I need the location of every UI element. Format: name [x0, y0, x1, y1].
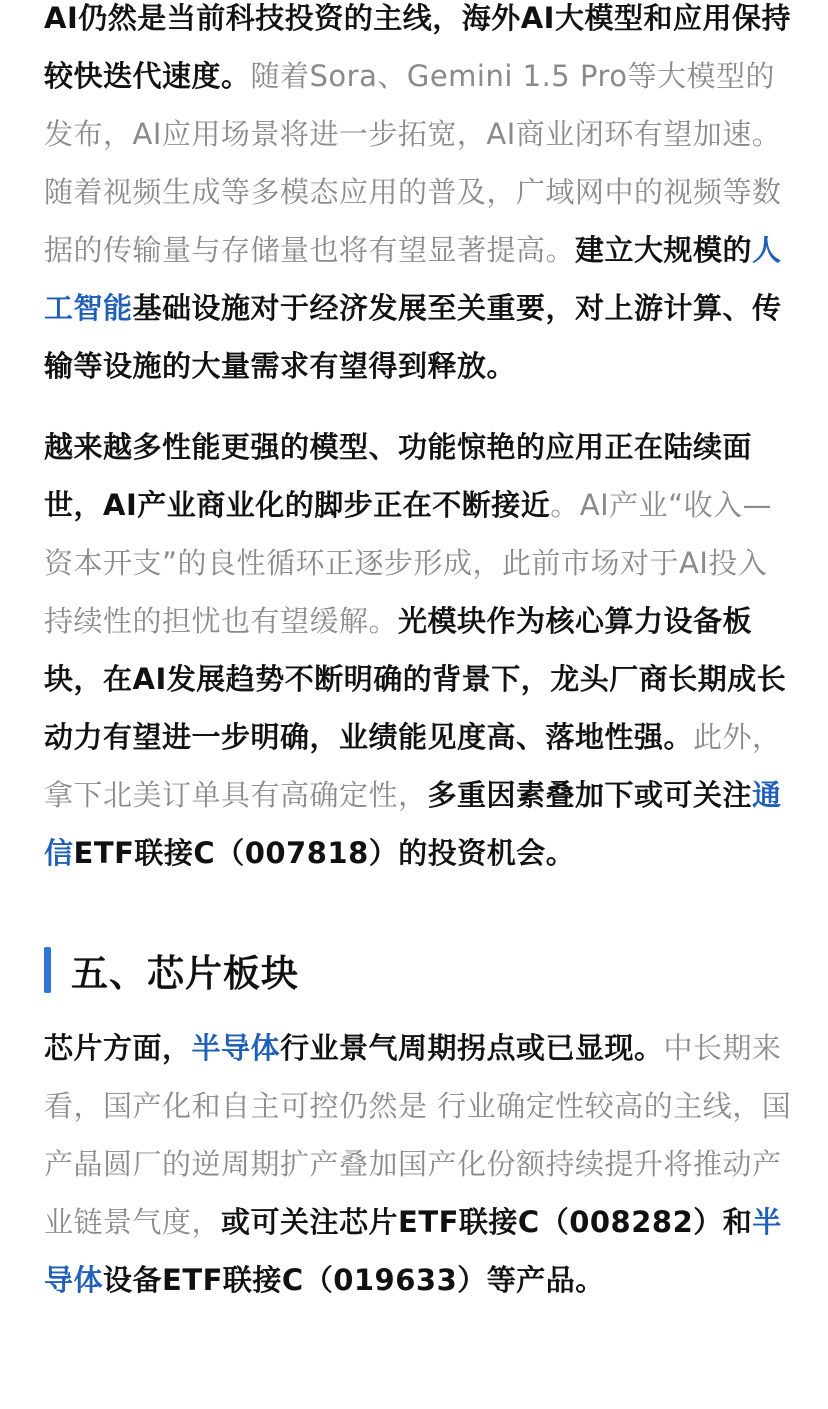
bold-text: 的投资机会。 — [398, 836, 576, 870]
bold-text: 或可关注芯片ETF联接C（008282）和 — [221, 1205, 753, 1239]
muted-text: 随着Sora、Gemini 1.5 Pro等大模型的发布，AI应用场景将进一步拓宽，AI商业闭环有望加速。随着视频生成等多模态应用的普及，广域网中的视频等数据的传输量与存储量也将有望显著提高。 — [44, 59, 782, 267]
fund-name: ETF联接C（007818） — [73, 836, 399, 870]
bold-text: 越来越多性能更强的模型、功能惊艳的应用正在陆续面世，AI产业商业化的脚步正在不断接近 — [44, 430, 753, 522]
bold-text: 建立大规模的 — [575, 233, 753, 267]
paragraph-optical-module — [44, 418, 794, 882]
section-heading-chips — [44, 940, 299, 1000]
bold-text: 基础设施对于经济发展至关重要，对上游计算、传输等设施的大量需求有望得到释放。 — [44, 291, 782, 383]
bold-text: 芯片方面， — [44, 1031, 192, 1065]
muted-text: 中长期来看，国产化和自主可控仍然是 行业确定性较高的主线，国产晶圆厂的逆周期扩产叠加国产化份额持续提升将推动产业链景气度， — [44, 1031, 792, 1239]
bold-text: 多重因素叠加下或可关注 — [427, 778, 753, 812]
next-paragraph-cutoff — [44, 1386, 824, 1409]
paragraph-ai-mainline — [44, 0, 794, 395]
link-telecom[interactable]: 通信 — [44, 778, 782, 870]
link-ai[interactable]: 人工智能 — [44, 233, 782, 325]
bold-text: 光模块作为核心算力设备板块，在AI发展趋势不断明确的背景下，龙头厂商长期成长动力有望进一步明确，业绩能见度高、落地性强。 — [44, 604, 787, 754]
heading-accent-bar — [44, 947, 51, 993]
bold-text: AI仍然是当前科技投资的主线，海外AI大模型和应用保持较快迭代速度。 — [44, 1, 791, 93]
paragraph-chips — [44, 1019, 794, 1309]
muted-text: 。AI产业“收入—资本开支”的良性循环正逐步形成，此前市场对于AI投入持续性的担忧也有望缓解。 — [44, 488, 773, 638]
bold-text: 行业景气周期拐点或已显现。 — [280, 1031, 664, 1065]
muted-text: 此外，拿下北美订单具有高确定性， — [44, 720, 782, 812]
link-semiconductor-2[interactable]: 半导体 — [44, 1205, 782, 1297]
section-title: 五、芯片板块 — [71, 952, 299, 995]
bold-text: 设备ETF联接C（019633）等产品。 — [103, 1263, 605, 1297]
link-semiconductor[interactable]: 半导体 — [191, 1031, 281, 1065]
